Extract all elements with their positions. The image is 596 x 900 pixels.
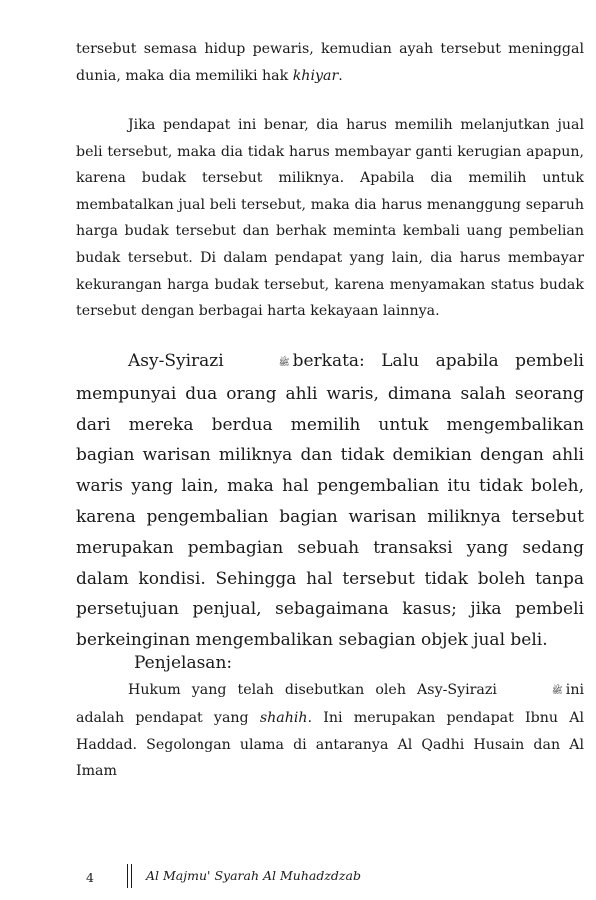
author-name: Asy-Syirazi [128, 351, 224, 371]
paragraph-text: . Ini merupakan pendapat Ibnu Al Haddad. Segolongan ulama di antaranya Al Qadhi Husain dan Al Imam [76, 709, 584, 780]
paragraph-continuation [76, 36, 584, 89]
paragraph-text: berkata: Lalu apabila pembeli mempunyai dua orang ahli waris, dimana salah seorang dari mereka berdua memilih untuk mengembalikan bagian warisan miliknya dan tidak demikian dengan ahli waris yang lain, maka hal pengembalian itu tidak boleh, karena pengembalian bagian warisan miliknya tersebut merupakan pembagian sebuah transaksi yang sedang dalam kondisi. Sehingga hal tersebut tidak boleh tanpa persetujuan penjual, sebagaimana kasus; jika pembeli berkeinginan mengembalikan sebagian objek jual beli. [76, 351, 584, 651]
honorific-glyph: ﷺ [278, 358, 290, 368]
footer-divider [127, 864, 128, 888]
paragraph-explanation [76, 677, 584, 785]
paragraph-opinion [76, 112, 584, 325]
italic-term: shahih [259, 709, 308, 726]
book-title: Al Majmu' Syarah Al Muhadzdzab [146, 868, 361, 883]
paragraph-text: tersebut semasa hidup pewaris, kemudian ayah tersebut meninggal dunia, maka dia memiliki hak [76, 41, 584, 84]
paragraph-end: . [338, 67, 343, 84]
paragraph-lead: Hukum yang telah disebutkan oleh Asy-Syirazi [128, 682, 497, 698]
page-number: 4 [86, 870, 94, 885]
footer-divider [131, 864, 132, 888]
honorific-glyph: ﷺ [551, 686, 563, 696]
italic-term: khiyar [292, 67, 339, 84]
page-footer [86, 862, 506, 890]
paragraph-text: Jika pendapat ini benar, dia harus memilih melanjutkan jual beli tersebut, maka dia tidak harus membayar ganti kerugian apapun, karena budak tersebut miliknya. Apabila dia memilih untuk membatalkan jual beli tersebut, maka dia harus menanggung separuh harga budak tersebut dan berhak meminta kembali uang pembelian budak tersebut. Di dalam pendapat yang lain, dia harus membayar kekurangan harga budak tersebut, karena menyamakan status budak tersebut dengan berbagai harta kekayaan lainnya. [76, 117, 584, 320]
paragraph-quotation [76, 346, 584, 656]
paragraph-middle: ini adalah pendapat yang [76, 682, 584, 726]
section-heading: Penjelasan: [134, 653, 233, 673]
